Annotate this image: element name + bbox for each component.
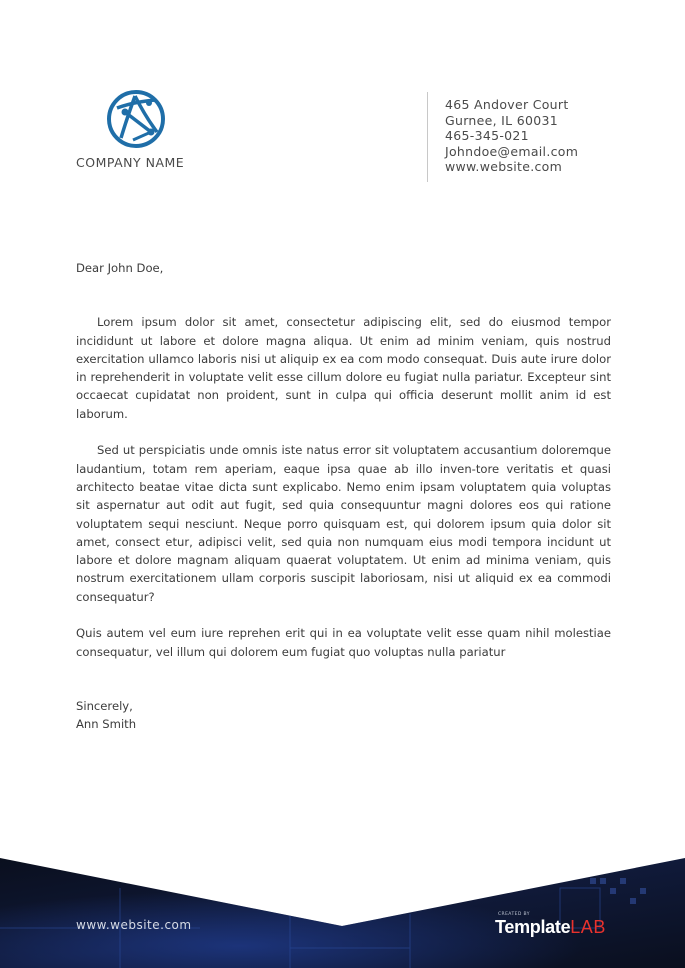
letter-signature: Ann Smith — [76, 717, 137, 732]
company-logo-globe-icon — [105, 88, 167, 150]
brand-lab: LAB — [570, 917, 606, 937]
brand-name — [495, 917, 606, 938]
brand-created-by: CREATED BY — [498, 912, 530, 917]
letter-paragraph-1: Lorem ipsum dolor sit amet, consectetur adipiscing elit, sed do eiusmod tempor incididunt ut labore et dolore magna aliqua. Ut enim ad minim veniam, quis nostrud exercitation ullamco laboris nisi ut aliquip ex ea com modo consequat. Duis aute irure dolor in reprehenderit in voluptate velit esse cillum dolore eu fugiat nulla pariatur. Excepteur sint occaecat cupidatat non proident, sunt in culpa qui officia deserunt mollit anim id est laborum. — [76, 315, 611, 421]
contact-website: www.website.com — [445, 159, 563, 174]
letter-paragraph-2: Sed ut perspiciatis unde omnis iste natus error sit voluptatem accusantium doloremque laudantium, totam rem aperiam, eaque ipsa quae ab illo inven-tore veritatis et quasi architecto beatae vitae dicta sunt explicabo. Nemo enim ipsam voluptatem quia voluptas sit aspernatur aut odit aut fugit, sed quia consequuntur magni dolores eos qui ratione voluptatem sequi nesciunt. Neque porro quisquam est, qui dolorem ipsum quia dolor sit amet, consect etur, adipisci velit, sed quia non numquam eius modi tempora incidunt ut labore et dolore magnam aliquam quaerat voluptatem. Ut enim ad minima veniam, quis nostrum exercitationem ullam corporis suscipit laboriosam, nisi ut aliquid ex ea commodi consequatur? — [76, 443, 611, 604]
contact-city: Gurnee, IL 60031 — [445, 112, 558, 128]
letter-greeting: Dear John Doe, — [76, 261, 164, 275]
footer-banner — [0, 858, 685, 968]
letter-closing: Sincerely, — [76, 698, 133, 713]
contact-street: 465 Andover Court — [445, 97, 569, 112]
letter-body — [76, 259, 611, 734]
brand-template: Template — [495, 917, 571, 937]
footer-website: www.website.com — [76, 918, 192, 932]
contact-block — [445, 97, 578, 175]
header-divider — [427, 92, 428, 182]
letter-paragraph-3: Quis autem vel eum iure reprehen erit qui in ea voluptate velit esse quam nihil molestiae consequatur, vel illum qui dolorem eum fugiat quo voluptas nulla pariatur — [76, 626, 611, 659]
contact-email: Johndoe@email.com — [445, 143, 579, 159]
contact-phone: 465-345-021 — [445, 128, 529, 143]
company-name: COMPANY NAME — [76, 155, 185, 170]
templatelab-logo — [495, 912, 611, 946]
